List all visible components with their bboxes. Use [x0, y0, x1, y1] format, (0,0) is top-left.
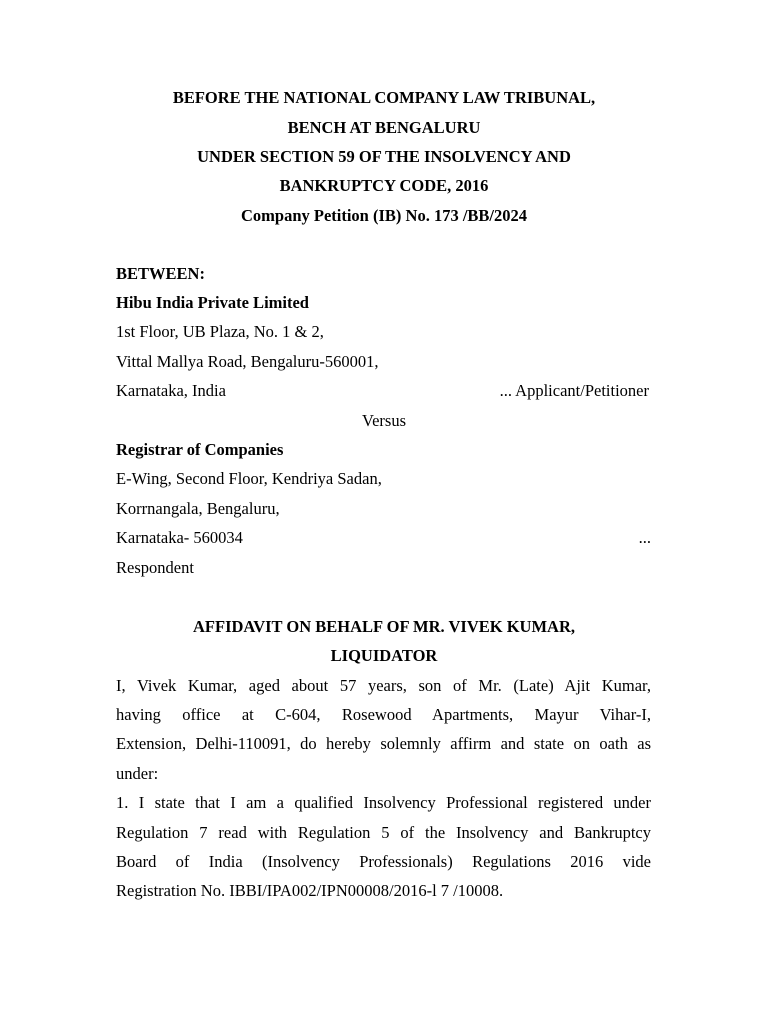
- between-label: BETWEEN:: [116, 264, 205, 283]
- respondent-role: Respondent: [116, 558, 194, 577]
- respondent-dots: ...: [638, 528, 651, 547]
- respondent-address-2: Korrnangala, Bengaluru,: [116, 499, 280, 518]
- case-number: Company Petition (IB) No. 173 /BB/2024: [240, 206, 527, 225]
- versus-label: Versus: [362, 411, 406, 430]
- respondent-address-3: Karnataka- 560034: [116, 528, 243, 547]
- para1-line-3: Board of India (Insolvency Professionals) Regulations 2016 vide: [116, 852, 651, 871]
- heading-line-3: UNDER SECTION 59 OF THE INSOLVENCY AND: [197, 147, 571, 166]
- heading-line-2: BENCH AT BENGALURU: [287, 118, 481, 137]
- para1-line-2: Regulation 7 read with Regulation 5 of the Insolvency and Bankruptcy: [116, 823, 651, 842]
- intro-line-1: I, Vivek Kumar, aged about 57 years, son of Mr. (Late) Ajit Kumar,: [116, 676, 651, 695]
- intro-line-3: Extension, Delhi-110091, do hereby solemnly affirm and state on oath as: [116, 734, 651, 753]
- heading-line-4: BANKRUPTCY CODE, 2016: [279, 176, 489, 195]
- applicant-name: Hibu India Private Limited: [116, 293, 309, 312]
- affidavit-title-line-1: AFFIDAVIT ON BEHALF OF MR. VIVEK KUMAR,: [193, 617, 575, 636]
- para1-line-1: 1. I state that I am a qualified Insolvency Professional registered under: [116, 793, 651, 812]
- affidavit-title-line-2: LIQUIDATOR: [330, 646, 438, 665]
- applicant-address-2: Vittal Mallya Road, Bengaluru-560001,: [116, 352, 379, 371]
- intro-line-2: having office at C-604, Rosewood Apartments, Mayur Vihar-I,: [116, 705, 651, 724]
- applicant-address-3: Karnataka, India: [116, 381, 226, 400]
- intro-line-4: under:: [116, 764, 159, 783]
- respondent-name: Registrar of Companies: [116, 440, 284, 459]
- applicant-address-1: 1st Floor, UB Plaza, No. 1 & 2,: [116, 322, 324, 341]
- respondent-address-1: E-Wing, Second Floor, Kendriya Sadan,: [116, 469, 382, 488]
- heading-line-1: BEFORE THE NATIONAL COMPANY LAW TRIBUNAL,: [172, 88, 596, 107]
- para1-line-4: Registration No. IBBI/IPA002/IPN00008/2016-l 7 /10008.: [116, 881, 504, 900]
- applicant-role: ... Applicant/Petitioner: [499, 381, 649, 400]
